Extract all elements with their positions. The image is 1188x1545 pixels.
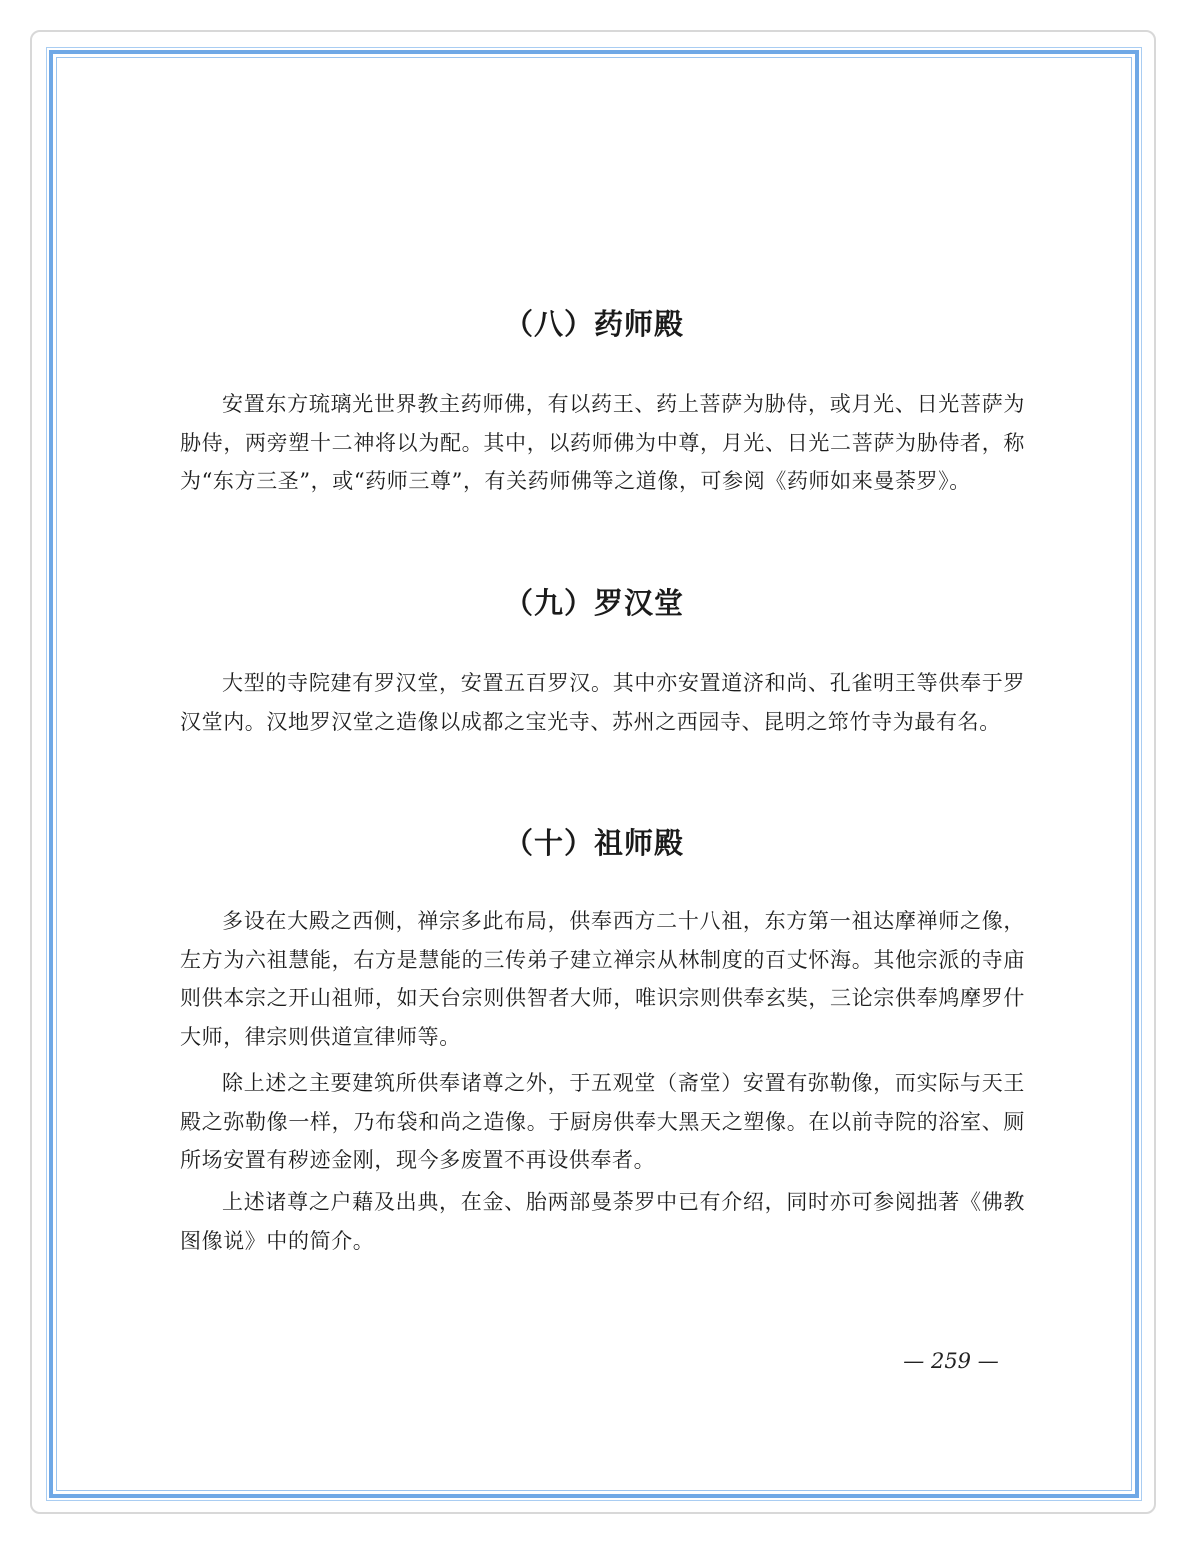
paragraph-arhat-hall: 大型的寺院建有罗汉堂，安置五百罗汉。其中亦安置道济和尚、孔雀明王等供奉于罗汉堂内。汉地罗汉堂之造像以成都之宝光寺、苏州之西园寺、昆明之筇竹寺为最有名。	[180, 671, 1025, 734]
section-title-yaoshi-hall: （八）药师殿	[503, 307, 684, 341]
section-title-patriarch-hall: （十）祖师殿	[503, 826, 684, 860]
page-border	[49, 50, 1139, 1498]
paragraph-patriarch-hall-3: 上述诸尊之户藉及出典，在金、胎两部曼荼罗中已有介绍，同时亦可参阅拙著《佛教图像说》中的简介。	[180, 1190, 1025, 1253]
paragraph-yaoshi-hall: 安置东方琉璃光世界教主药师佛，有以药王、药上菩萨为胁侍，或月光、日光菩萨为胁侍，两旁塑十二神将以为配。其中，以药师佛为中尊，月光、日光二菩萨为胁侍者，称为“东方三圣”，或“药师三尊”，有关药师佛等之道像，可参阅《药师如来曼荼罗》。	[180, 392, 1025, 493]
paragraph-patriarch-hall-2: 除上述之主要建筑所供奉诸尊之外，于五观堂（斋堂）安置有弥勒像，而实际与天王殿之弥勒像一样，乃布袋和尚之造像。于厨房供奉大黑天之塑像。在以前寺院的浴室、厕所场安置有秽迹金刚，现今多废置不再设供奉者。	[180, 1071, 1025, 1172]
section-title-arhat-hall: （九）罗汉堂	[503, 586, 684, 620]
page-number: — 259 —	[903, 1349, 999, 1373]
paragraph-patriarch-hall-1: 多设在大殿之西侧，禅宗多此布局，供奉西方二十八祖，东方第一祖达摩禅师之像，左方为六祖慧能，右方是慧能的三传弟子建立禅宗从林制度的百丈怀海。其他宗派的寺庙则供本宗之开山祖师，如天台宗则供智者大师，唯识宗则供奉玄奘，三论宗供奉鸠摩罗什大师，律宗则供道宣律师等。	[180, 909, 1025, 1049]
